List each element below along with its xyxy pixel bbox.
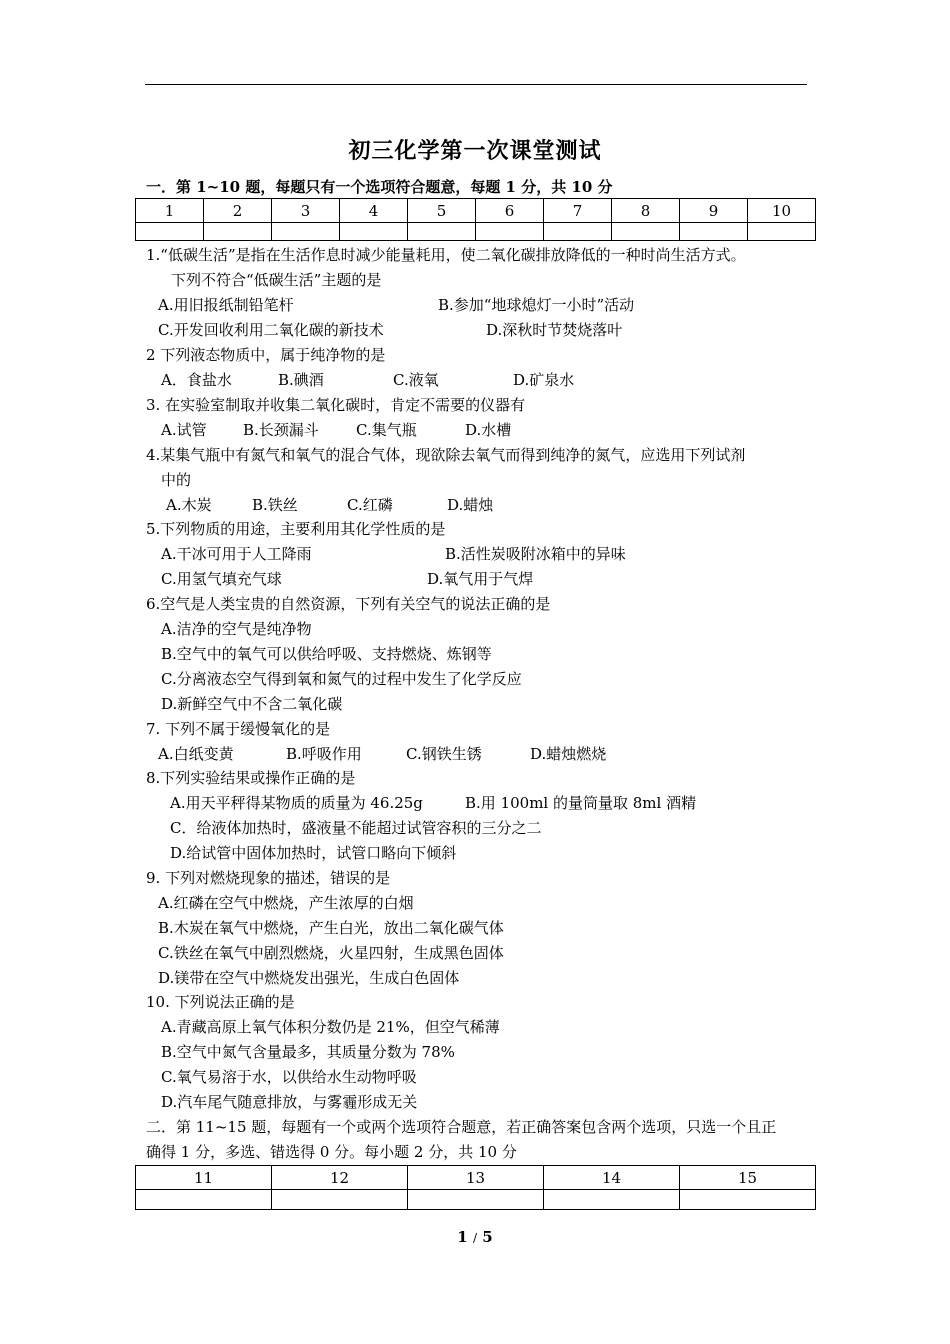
option-b: B.长颈漏斗 [243, 421, 319, 439]
answer-cell[interactable] [544, 1190, 680, 1210]
option-b: B.木炭在氧气中燃烧，产生白光，放出二氧化碳气体 [158, 919, 504, 937]
answer-header-cell: 15 [680, 1166, 816, 1190]
page-current: 1 [457, 1228, 468, 1246]
question-stem: 10. 下列说法正确的是 [146, 993, 295, 1011]
option-b: B.活性炭吸附冰箱中的异味 [445, 545, 626, 563]
option-a: A.洁净的空气是纯净物 [161, 620, 312, 638]
answer-cell[interactable] [136, 1190, 272, 1210]
option-c: C.用氢气填充气球 [161, 570, 282, 588]
option-a: A.木炭 [166, 496, 212, 514]
option-a: A.青藏高原上氧气体积分数仍是 21%，但空气稀薄 [161, 1018, 500, 1036]
answer-header-cell: 1 [136, 199, 204, 223]
option-d: D.氧气用于气焊 [427, 570, 534, 588]
option-b: B.碘酒 [278, 371, 324, 389]
page-title: 初三化学第一次课堂测试 [348, 139, 602, 164]
option-d: D.新鲜空气中不含二氧化碳 [161, 695, 343, 713]
option-c: C.分离液态空气得到氧和氮气的过程中发生了化学反应 [161, 670, 522, 688]
answer-cell[interactable] [408, 223, 476, 241]
question-stem: 4.某集气瓶中有氮气和氧气的混合气体，现欲除去氧气而得到纯净的氮气，应选用下列试剂 [146, 446, 746, 464]
answer-cell[interactable] [476, 223, 544, 241]
answer-table-1-blank-row [136, 223, 816, 241]
option-c: C.铁丝在氧气中剧烈燃烧，火星四射，生成黑色固体 [158, 944, 504, 962]
option-c: C.氧气易溶于水，以供给水生动物呼吸 [161, 1068, 417, 1086]
answer-header-cell: 14 [544, 1166, 680, 1190]
answer-cell[interactable] [272, 1190, 408, 1210]
answer-cell[interactable] [612, 223, 680, 241]
answer-header-cell: 13 [408, 1166, 544, 1190]
option-c: C.集气瓶 [356, 421, 417, 439]
answer-table-2-blank-row [136, 1190, 816, 1210]
option-b: B.空气中的氧气可以供给呼吸、支持燃烧、炼钢等 [161, 645, 492, 663]
section1-heading: 一．第 1~10 题，每题只有一个选项符合题意，每题 1 分，共 10 分 [146, 178, 613, 196]
answer-header-cell: 12 [272, 1166, 408, 1190]
option-b: B.呼吸作用 [286, 745, 362, 763]
question-stem: 7. 下列不属于缓慢氧化的是 [146, 720, 331, 738]
question-stem: 8.下列实验结果或操作正确的是 [146, 769, 356, 787]
option-c: C.液氧 [393, 371, 439, 389]
option-a: A.红磷在空气中燃烧，产生浓厚的白烟 [158, 894, 414, 912]
option-c: C.开发回收利用二氧化碳的新技术 [158, 321, 384, 339]
answer-cell[interactable] [680, 1190, 816, 1210]
answer-header-cell: 2 [204, 199, 272, 223]
option-a: A.试管 [161, 421, 207, 439]
option-d: D.汽车尾气随意排放，与雾霾形成无关 [161, 1093, 418, 1111]
section2-heading-cont: 确得 1 分，多选、错选得 0 分。每小题 2 分，共 10 分 [146, 1143, 517, 1161]
answer-table-1 [135, 198, 816, 241]
option-a: A.白纸变黄 [158, 745, 234, 763]
header-rule [145, 84, 807, 85]
option-a: A.用旧报纸制铅笔杆 [158, 296, 294, 314]
answer-cell[interactable] [340, 223, 408, 241]
answer-cell[interactable] [204, 223, 272, 241]
answer-cell[interactable] [136, 223, 204, 241]
option-d: D.矿泉水 [513, 371, 575, 389]
answer-header-cell: 5 [408, 199, 476, 223]
option-d: D.给试管中固体加热时，试管口略向下倾斜 [170, 844, 457, 862]
answer-header-cell: 10 [748, 199, 816, 223]
question-stem-cont: 下列不符合“低碳生活”主题的是 [171, 271, 382, 289]
page-number [0, 1228, 950, 1246]
question-stem: 9. 下列对燃烧现象的描述，错误的是 [146, 869, 391, 887]
option-a: A.用天平秤得某物质的质量为 46.25g [170, 794, 423, 812]
option-d: D.水槽 [465, 421, 512, 439]
option-c: C．给液体加热时，盛液量不能超过试管容积的三分之二 [170, 819, 542, 837]
page-separator: / [472, 1231, 478, 1245]
option-d: D.深秋时节焚烧落叶 [486, 321, 623, 339]
option-b: B.参加“地球熄灯一小时”活动 [438, 296, 635, 314]
option-a: A．食盐水 [161, 371, 232, 389]
option-b: B.空气中氮气含量最多，其质量分数为 78% [161, 1043, 455, 1061]
option-b: B.铁丝 [252, 496, 298, 514]
option-b: B.用 100ml 的量筒量取 8ml 酒精 [465, 794, 697, 812]
answer-header-cell: 11 [136, 1166, 272, 1190]
question-stem-cont: 中的 [161, 471, 192, 489]
section2-heading: 二．第 11~15 题，每题有一个或两个选项符合题意，若正确答案包含两个选项，只选一个且正 [146, 1118, 777, 1136]
page-total: 5 [482, 1228, 493, 1246]
answer-table-1-header-row [136, 199, 816, 223]
question-stem: 3. 在实验室制取并收集二氧化碳时，肯定不需要的仪器有 [146, 396, 526, 414]
answer-header-cell: 4 [340, 199, 408, 223]
answer-cell[interactable] [680, 223, 748, 241]
answer-cell[interactable] [408, 1190, 544, 1210]
question-stem: 2 下列液态物质中，属于纯净物的是 [146, 346, 386, 364]
answer-header-cell: 8 [612, 199, 680, 223]
question-stem: 5.下列物质的用途，主要利用其化学性质的是 [146, 520, 446, 538]
answer-table-2-header-row [136, 1166, 816, 1190]
answer-cell[interactable] [544, 223, 612, 241]
option-c: C.钢铁生锈 [406, 745, 482, 763]
answer-table-2 [135, 1165, 816, 1210]
question-stem: 1.“低碳生活”是指在生活作息时减少能量耗用，使二氧化碳排放降低的一种时尚生活方式。 [146, 246, 746, 264]
option-d: D.蜡烛燃烧 [530, 745, 607, 763]
answer-cell[interactable] [272, 223, 340, 241]
answer-header-cell: 3 [272, 199, 340, 223]
option-c: C.红磷 [347, 496, 393, 514]
option-d: D.镁带在空气中燃烧发出强光，生成白色固体 [158, 969, 460, 987]
answer-header-cell: 6 [476, 199, 544, 223]
option-d: D.蜡烛 [447, 496, 494, 514]
answer-cell[interactable] [748, 223, 816, 241]
answer-header-cell: 9 [680, 199, 748, 223]
question-stem: 6.空气是人类宝贵的自然资源，下列有关空气的说法正确的是 [146, 595, 551, 613]
answer-header-cell: 7 [544, 199, 612, 223]
option-a: A.干冰可用于人工降雨 [161, 545, 312, 563]
